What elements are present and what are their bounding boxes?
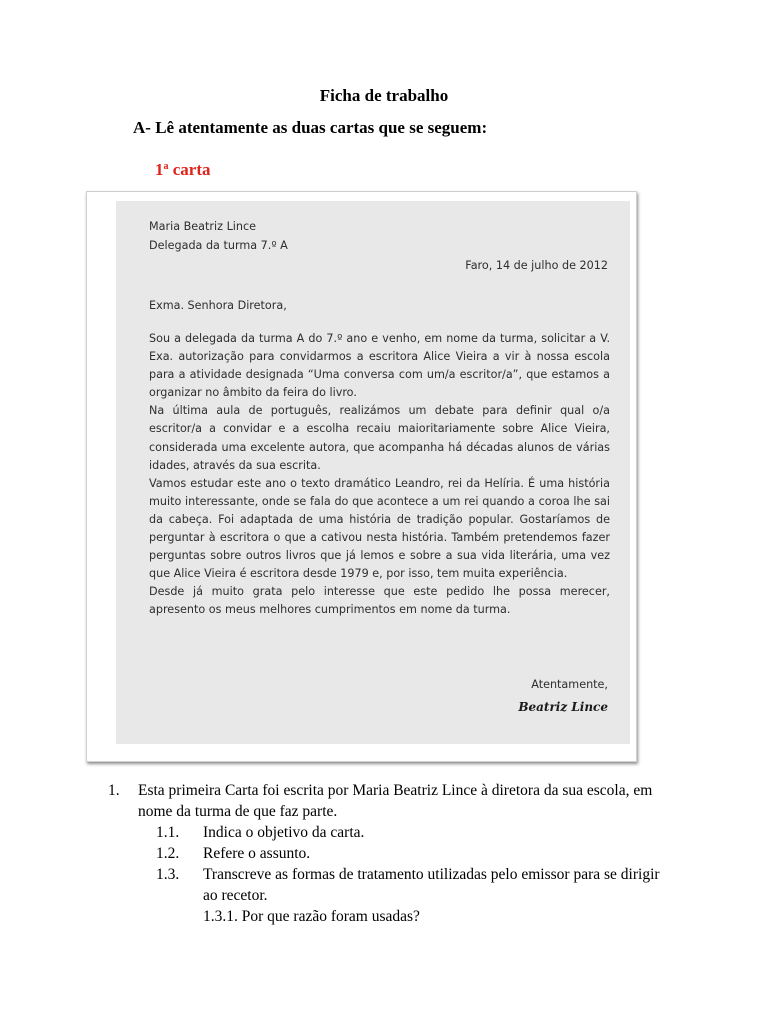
- question-number: 1.2.: [156, 845, 180, 862]
- letter-paragraph: Vamos estudar este ano o texto dramático Leandro, rei da Helíria. É uma história muito interessante, onde se fala do que acontece a um rei quando a coroa lhe sai da cabeça. Foi adaptada de uma história de tradição popular. Gostaríamos de perguntar à escritora o que a cativou nesta história. Também pretendemos fazer perguntas sobre outros livros que já lemos e sobre a sua vida literária, uma vez que Alice Vieira é escritora desde 1979 e, por isso, tem muita experiência.: [149, 476, 610, 581]
- questions-list: [108, 780, 668, 927]
- letter-date: Faro, 14 de julho de 2012: [465, 259, 608, 272]
- letter-paragraph: Desde já muito grata pelo interesse que este pedido lhe possa merecer, apresento os meus melhores cumprimentos em nome da turma.: [149, 585, 610, 617]
- question-1-2: [108, 843, 668, 864]
- instruction-heading: A- Lê atentamente as duas cartas que se seguem:: [133, 118, 488, 137]
- question-number: 1.3.: [156, 866, 180, 883]
- letter-paragraph: Sou a delegada da turma A do 7.º ano e venho, em nome da turma, solicitar a V. Exa. autorização para convidarmos a escritora Alice Vieira a vir à nossa escola para a atividade designada “Uma conversa com um/a escritor/a”, que estamos a organizar no âmbito da feira do livro.: [149, 332, 610, 400]
- letter-sender-role: Delegada da turma 7.º A: [149, 239, 288, 252]
- letter-image-frame: [86, 191, 637, 762]
- letter-signature: Beatriz Lince: [518, 700, 608, 714]
- section-label-first-letter: [155, 160, 211, 180]
- question-text: Esta primeira Carta foi escrita por Maria Beatriz Lince à diretora da sua escola, em nome da turma de que faz parte.: [138, 782, 653, 820]
- letter-paragraph: Na última aula de português, realizámos um debate para definir qual o/a escritor/a a convidar e a escolha recaiu maioritariamente sobre Alice Vieira, considerada uma excelente autora, que acompanha há décadas alunos de várias idades, através da sua escrita.: [149, 404, 610, 472]
- question-text: Indica o objetivo da carta.: [203, 824, 365, 841]
- question-number: 1.1.: [156, 824, 180, 841]
- question-1-1: [108, 822, 668, 843]
- page-title: Ficha de trabalho: [319, 86, 449, 105]
- question-1-3: [108, 864, 668, 906]
- letter-body: [149, 330, 610, 620]
- section-ordinal: a: [163, 161, 169, 172]
- question-1: [108, 780, 668, 822]
- question-number: 1.: [108, 782, 120, 799]
- question-text: Transcreve as formas de tratamento utilizadas pelo emissor para se dirigir ao recetor.: [203, 866, 660, 904]
- letter-closing: Atentamente,: [531, 678, 608, 691]
- section-number: 1: [155, 160, 164, 179]
- letter-sender-name: Maria Beatriz Lince: [149, 220, 257, 233]
- letter-paper: [116, 201, 630, 744]
- question-text: Refere o assunto.: [203, 845, 311, 862]
- section-word: carta: [168, 160, 211, 179]
- letter-salutation: Exma. Senhora Diretora,: [149, 299, 287, 312]
- question-1-3-1: 1.3.1. Por que razão foram usadas?: [203, 908, 420, 925]
